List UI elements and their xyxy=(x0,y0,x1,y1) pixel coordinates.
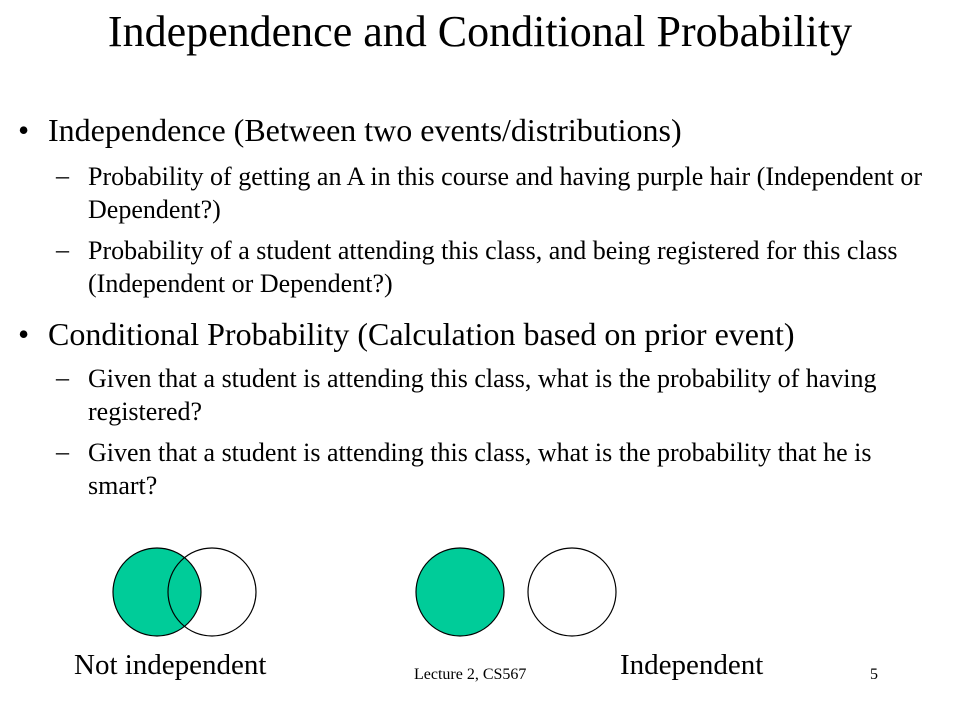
dash-marker: – xyxy=(56,363,69,392)
subitem-purple-hair: Probability of getting an A in this course and having purple hair (Independent or Dependent?) xyxy=(88,162,922,224)
caption-independent: Independent xyxy=(620,649,764,681)
subitem-given-smart: Given that a student is attending this class, what is the probability that he is smart? xyxy=(88,438,872,500)
dash-marker: – xyxy=(56,235,69,264)
dash-marker: – xyxy=(56,161,69,190)
venn-circle-empty xyxy=(528,548,616,636)
venn-circle-filled xyxy=(113,548,201,636)
subitem-attending-registered: Probability of a student attending this class, and being registered for this class (Independent or Dependent?) xyxy=(88,236,898,298)
venn-circle-filled xyxy=(416,548,504,636)
subitem-given-registered: Given that a student is attending this class, what is the probability of having registered? xyxy=(88,364,877,426)
page-number: 5 xyxy=(870,666,878,683)
venn-overlapping-diagram xyxy=(100,545,270,645)
bullet-conditional-probability: Conditional Probability (Calculation based on prior event) xyxy=(48,316,795,352)
bullet-marker: • xyxy=(18,316,30,352)
caption-not-independent: Not independent xyxy=(74,649,267,681)
venn-separate-diagram xyxy=(405,545,625,645)
footer-lecture: Lecture 2, CS567 xyxy=(414,666,527,683)
bullet-independence: Independence (Between two events/distributions) xyxy=(48,112,682,148)
dash-marker: – xyxy=(56,437,69,466)
slide-title: Independence and Conditional Probability xyxy=(107,7,853,56)
bullet-marker: • xyxy=(18,112,30,148)
